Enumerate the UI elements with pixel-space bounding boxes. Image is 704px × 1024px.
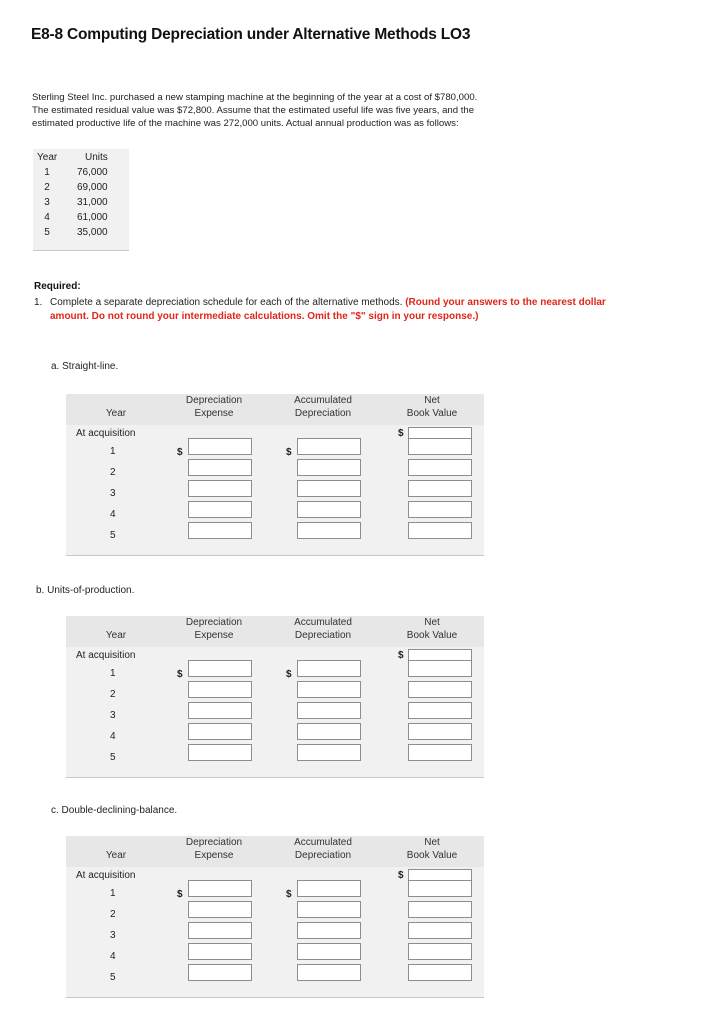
schedule-header [66,394,484,425]
schedule-straight-line [66,394,484,556]
depreciation-expense-input[interactable] [188,943,252,960]
year-header: Year [105,850,127,861]
depreciation-expense-input[interactable] [188,681,252,698]
net-book-value-input[interactable] [408,522,472,539]
production-table [33,149,129,251]
row-label: 2 [110,467,116,478]
production-units: 61,000 [77,212,108,223]
part-b-label: b. Units-of-production. [36,585,135,596]
production-row [33,212,129,226]
requirement-text [50,296,618,324]
net-book-value-input[interactable] [408,943,472,960]
net-book-value-input[interactable] [408,901,472,918]
accumulated-depreciation-input[interactable] [297,459,361,476]
row-label: 4 [110,509,116,520]
row-label: 2 [110,689,116,700]
accumulated-depreciation-input[interactable] [297,660,361,677]
part-a-label: a. Straight-line. [51,361,119,372]
depreciation-expense-header-line: Expense [194,849,234,861]
row-label: At acquisition [76,428,136,439]
depreciation-expense-input[interactable] [188,702,252,719]
net-book-value-input[interactable] [408,922,472,939]
production-year: 2 [44,182,50,193]
depreciation-expense-header-line: Depreciation [185,395,243,406]
accumulated-depreciation-input[interactable] [297,744,361,761]
accumulated-depreciation-header [278,837,368,862]
net-book-value-header-line: Book Value [406,849,458,861]
net-book-value-header [392,617,472,642]
row-label: At acquisition [76,650,136,661]
dollar-sign: $ [286,447,292,458]
depreciation-expense-input[interactable] [188,922,252,939]
accumulated-depreciation-header-line: Depreciation [294,629,352,641]
net-book-value-input[interactable] [408,880,472,897]
year-header: Year [105,630,127,641]
part-c-label: c. Double-declining-balance. [51,805,178,816]
depreciation-expense-input[interactable] [188,723,252,740]
net-book-value-header-line: Net [424,395,440,406]
net-book-value-header [392,837,472,862]
page-title: E8-8 Computing Depreciation under Alternative Methods LO3 [31,26,471,43]
production-row [33,197,129,211]
schedule-header [66,836,484,867]
depreciation-expense-header [170,617,258,642]
accumulated-depreciation-input[interactable] [297,702,361,719]
net-book-value-input[interactable] [408,660,472,677]
rounding-note: (Round your answers to the nearest dollar amount. Do not round your intermediate calculations. Omit the "$" sign in your response.) [50,297,606,322]
accumulated-depreciation-input[interactable] [297,964,361,981]
production-year: 1 [44,167,50,178]
depreciation-expense-input[interactable] [188,438,252,455]
row-label: At acquisition [76,870,136,881]
production-units: 69,000 [77,182,108,193]
dollar-sign: $ [177,889,183,900]
net-book-value-header [392,395,472,420]
row-label: 5 [110,752,116,763]
depreciation-expense-input[interactable] [188,964,252,981]
schedule-units-of-production [66,616,484,778]
accumulated-depreciation-header [278,395,368,420]
net-book-value-input[interactable] [408,964,472,981]
net-book-value-input[interactable] [408,480,472,497]
accumulated-depreciation-input[interactable] [297,901,361,918]
net-book-value-input[interactable] [408,723,472,740]
row-label: 1 [110,888,116,899]
net-book-value-input[interactable] [408,744,472,761]
row-label: 4 [110,731,116,742]
depreciation-expense-input[interactable] [188,901,252,918]
depreciation-expense-header-line: Depreciation [185,617,243,628]
net-book-value-header-line: Net [424,617,440,628]
row-label: 1 [110,446,116,457]
problem-text-line: estimated productive life of the machine was 272,000 units. Actual annual production was as follows: [32,118,459,130]
production-header-row [33,152,129,166]
row-label: 5 [110,530,116,541]
row-label: 4 [110,951,116,962]
accumulated-depreciation-input[interactable] [297,438,361,455]
net-book-value-input[interactable] [408,681,472,698]
net-book-value-header-line: Net [424,837,440,848]
depreciation-expense-input[interactable] [188,522,252,539]
dollar-sign: $ [177,669,183,680]
production-row [33,167,129,181]
dollar-sign: $ [398,650,404,661]
requirement-instruction: Complete a separate depreciation schedule for each of the alternative methods. [50,297,403,308]
net-book-value-input[interactable] [408,438,472,455]
net-book-value-header-line: Book Value [406,629,458,641]
accumulated-depreciation-input[interactable] [297,501,361,518]
depreciation-expense-input[interactable] [188,459,252,476]
dollar-sign: $ [398,870,404,881]
accumulated-depreciation-input[interactable] [297,922,361,939]
production-year-header: Year [37,152,58,163]
depreciation-expense-header [170,395,258,420]
year-header: Year [105,408,127,419]
row-label: 2 [110,909,116,920]
row-label: 1 [110,668,116,679]
problem-text [32,91,612,131]
requirement-number: 1. [34,297,43,308]
accumulated-depreciation-input[interactable] [297,480,361,497]
accumulated-depreciation-input[interactable] [297,943,361,960]
net-book-value-input[interactable] [408,501,472,518]
net-book-value-header-line: Book Value [406,407,458,419]
depreciation-expense-header-line: Expense [194,407,234,419]
production-row [33,182,129,196]
depreciation-expense-header-line: Depreciation [185,837,243,848]
production-year: 3 [44,197,50,208]
depreciation-expense-header [170,837,258,862]
accumulated-depreciation-header-line: Accumulated [294,395,352,406]
row-label: 5 [110,972,116,983]
net-book-value-input[interactable] [408,702,472,719]
production-units: 35,000 [77,227,108,238]
depreciation-expense-input[interactable] [188,480,252,497]
production-units: 31,000 [77,197,108,208]
accumulated-depreciation-header-line: Accumulated [294,617,352,628]
accumulated-depreciation-input[interactable] [297,522,361,539]
dollar-sign: $ [177,447,183,458]
accumulated-depreciation-input[interactable] [297,880,361,897]
problem-text-line: The estimated residual value was $72,800. Assume that the estimated useful life was five years, and the [32,105,475,117]
dollar-sign: $ [398,428,404,439]
depreciation-expense-input[interactable] [188,501,252,518]
depreciation-expense-input[interactable] [188,880,252,897]
dollar-sign: $ [286,889,292,900]
depreciation-expense-input[interactable] [188,660,252,677]
depreciation-expense-input[interactable] [188,744,252,761]
production-year: 5 [44,227,50,238]
accumulated-depreciation-input[interactable] [297,723,361,740]
production-year: 4 [44,212,50,223]
production-units: 76,000 [77,167,108,178]
accumulated-depreciation-header-line: Accumulated [294,837,352,848]
production-row [33,227,129,241]
schedule-header [66,616,484,647]
problem-text-line: Sterling Steel Inc. purchased a new stamping machine at the beginning of the year at a cost of $780,000. [32,92,478,103]
schedule-double-declining-balance [66,836,484,998]
accumulated-depreciation-header [278,617,368,642]
required-heading: Required: [34,281,81,292]
row-label: 3 [110,930,116,941]
dollar-sign: $ [286,669,292,680]
production-units-header: Units [85,152,108,163]
accumulated-depreciation-input[interactable] [297,681,361,698]
depreciation-expense-header-line: Expense [194,629,234,641]
row-label: 3 [110,488,116,499]
net-book-value-input[interactable] [408,459,472,476]
accumulated-depreciation-header-line: Depreciation [294,407,352,419]
accumulated-depreciation-header-line: Depreciation [294,849,352,861]
row-label: 3 [110,710,116,721]
